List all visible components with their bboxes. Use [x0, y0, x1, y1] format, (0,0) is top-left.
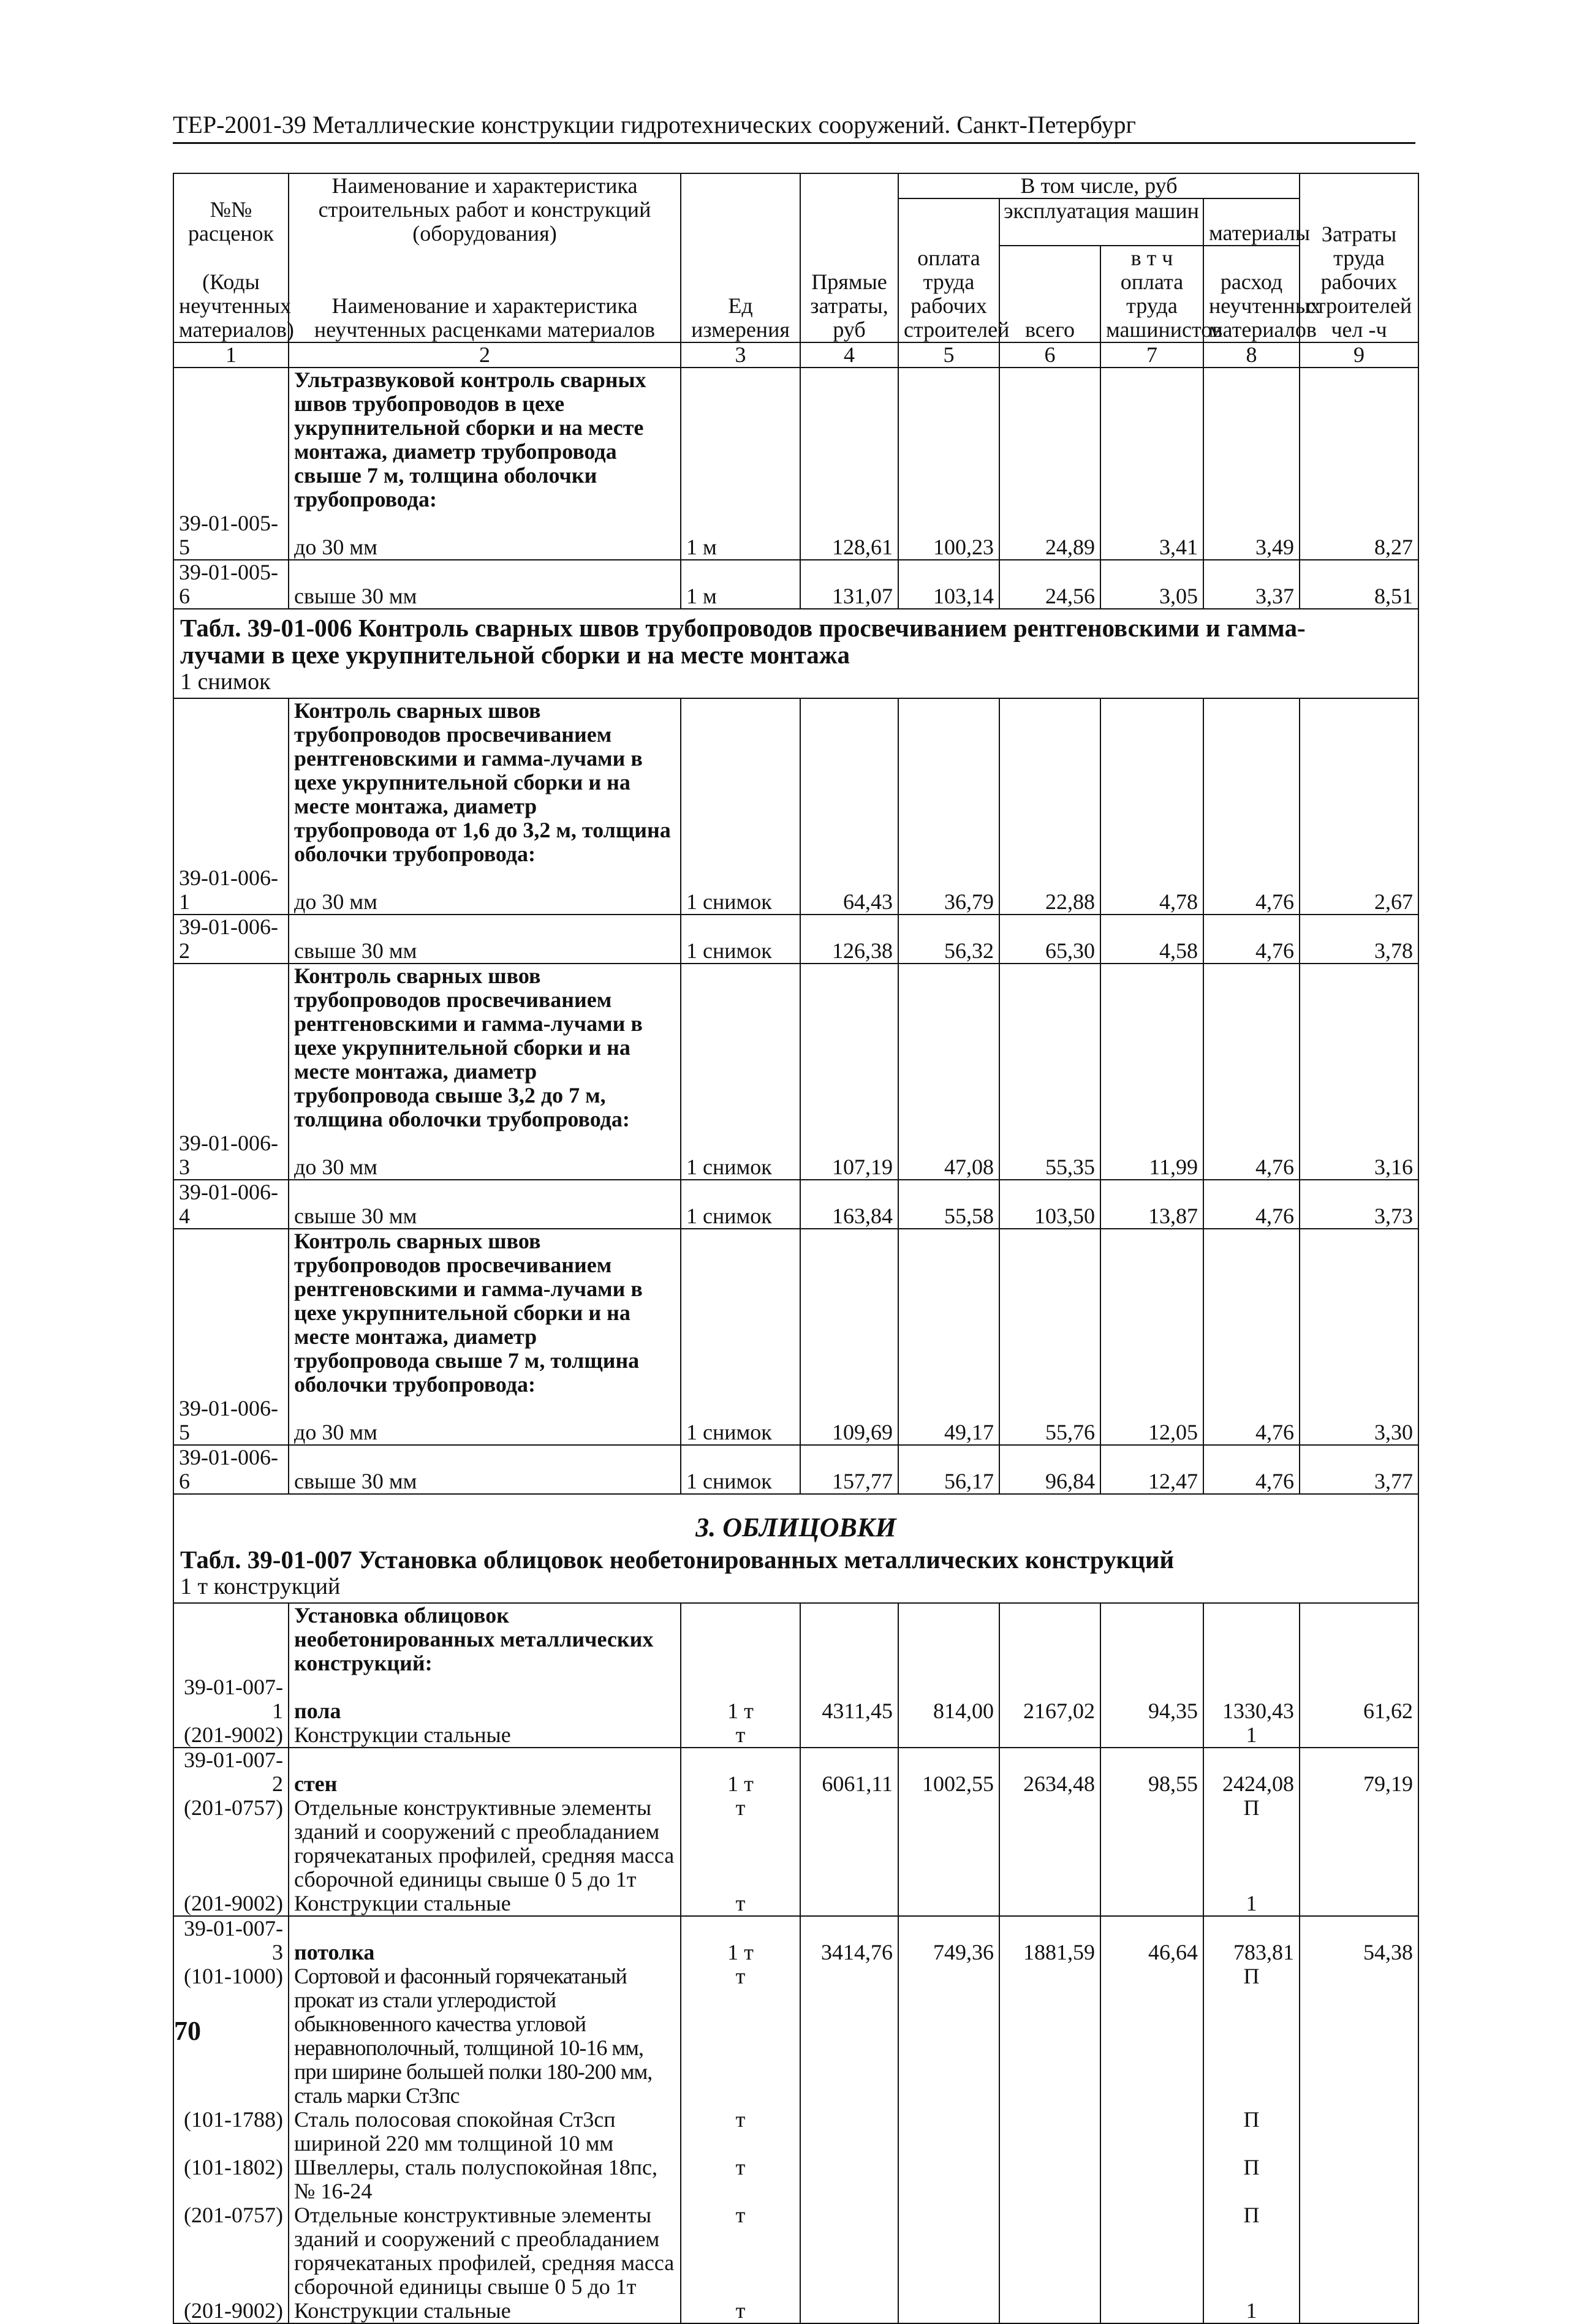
material-name: Отдельные конструктивные элементы зданий и сооружений с преобладанием горячекатаных профилей, средняя масса сборочной единицы свыше 0 5 до 1т: [289, 1796, 681, 1892]
material-name: Отдельные конструктивные элементы зданий и сооружений с преобладанием горячекатаных профилей, средняя масса сборочной единицы свыше 0 5 до 1т: [289, 2203, 681, 2299]
page-number: 70: [174, 2016, 201, 2046]
material-qty: 1: [1203, 1723, 1300, 1748]
material-qty: П: [1203, 2203, 1300, 2299]
rate-wage: 56,32: [898, 915, 999, 964]
header-code-extra: (Коды неучтенных материалов): [173, 246, 289, 342]
rate-mach: 22,88: [999, 866, 1100, 915]
material-unit: т: [681, 2156, 800, 2203]
rate-labor: 3,30: [1300, 1397, 1418, 1445]
group-description-row: [173, 1603, 1418, 1675]
rate-code: 39-01-005-6: [173, 560, 289, 609]
rate-labor: 3,73: [1300, 1180, 1418, 1229]
group-description: Контроль сварных швов трубопроводов просвечиванием рентгеновскими и гамма-лучами в цехе укрупнительной сборки и на месте монтажа, диаметр трубопровода свыше 3,2 до 7 м, толщина оболочки трубопровода:: [289, 964, 681, 1131]
rate-name: свыше 30 мм: [289, 915, 681, 964]
rate-unit: 1 т: [681, 1916, 800, 1964]
material-name: Швеллеры, сталь полуспокойная 18пс, № 16-24: [289, 2156, 681, 2203]
material-qty: П: [1203, 2108, 1300, 2156]
header-machines: эксплуатация машин: [999, 198, 1203, 246]
table-row: [173, 1675, 1418, 1723]
rate-mach-wage: 3,05: [1100, 560, 1203, 609]
rate-code: 39-01-006-6: [173, 1445, 289, 1494]
rate-mat: 2424,08: [1203, 1748, 1300, 1796]
rate-wage: 55,58: [898, 1180, 999, 1229]
table-row: [173, 560, 1418, 609]
table-row: [173, 1748, 1418, 1796]
rate-wage: 749,36: [898, 1916, 999, 1964]
rate-name: свыше 30 мм: [289, 560, 681, 609]
header-code: №№ расценок: [173, 173, 289, 246]
rate-unit: 1 снимок: [681, 915, 800, 964]
material-code: (101-1788): [173, 2108, 289, 2156]
rate-direct: 128,61: [800, 511, 898, 560]
material-row: [173, 1723, 1418, 1748]
rate-direct: 163,84: [800, 1180, 898, 1229]
rate-code: 39-01-007-2: [173, 1748, 289, 1796]
rate-mach: 1881,59: [999, 1916, 1100, 1964]
header-mach-wage: в т ч оплата труда машинистов: [1100, 246, 1203, 342]
rate-wage: 1002,55: [898, 1748, 999, 1796]
rate-unit: 1 снимок: [681, 866, 800, 915]
material-name: Сталь полосовая спокойная Ст3сп шириной 220 мм толщиной 10 мм: [289, 2108, 681, 2156]
table-header-row-1: [173, 173, 1418, 198]
rate-name: стен: [289, 1748, 681, 1796]
rate-unit: 1 м: [681, 511, 800, 560]
rate-labor: 79,19: [1300, 1748, 1418, 1796]
table-unit: 1 т конструкций: [180, 1574, 341, 1599]
group-description: Ультразвуковой контроль сварных швов трубопроводов в цехе укрупнительной сборки и на месте монтажа, диаметр трубопровода свыше 7 м, толщина оболочки трубопровода:: [289, 368, 681, 511]
header-labor: Затраты труда рабочих строителей чел -ч: [1300, 173, 1418, 342]
header-wage: оплата труда рабочих строителей: [898, 198, 999, 342]
group-description: Установка облицовок необетонированных металлических конструкций:: [289, 1603, 681, 1675]
group-description-row: [173, 1229, 1418, 1397]
table-row: [173, 915, 1418, 964]
rate-mach-wage: 98,55: [1100, 1748, 1203, 1796]
material-row: [173, 2156, 1418, 2203]
table-title: Табл. 39-01-006 Контроль сварных швов трубопроводов просвечиванием рентгеновскими и гамма-лучами в цехе укрупнительной сборки и на месте монтажа: [180, 614, 1306, 669]
material-qty: 1: [1203, 2299, 1300, 2323]
rate-direct: 4311,45: [800, 1675, 898, 1723]
rate-direct: 6061,11: [800, 1748, 898, 1796]
rate-wage: 814,00: [898, 1675, 999, 1723]
material-row: [173, 2203, 1418, 2299]
material-code: (101-1000): [173, 1964, 289, 2108]
rate-unit: 1 м: [681, 560, 800, 609]
table-title-row: [173, 609, 1418, 698]
table-row: [173, 511, 1418, 560]
rate-code: 39-01-006-4: [173, 1180, 289, 1229]
header-name-extra: Наименование и характеристика неучтенных расценками материалов: [289, 246, 681, 342]
header-including: В том числе, руб: [898, 173, 1300, 198]
rate-mach-wage: 4,78: [1100, 866, 1203, 915]
material-name: Сортовой и фасонный горячекатаный прокат из стали углеродистой обыкновенного качества угловой неравнополочный, толщиной 10-16 мм, при ширине большей полки 180-200 мм, сталь марки Ст3пс: [289, 1964, 681, 2108]
rate-mat: 4,76: [1203, 1445, 1300, 1494]
rate-mach-wage: 12,05: [1100, 1397, 1203, 1445]
rate-mach-wage: 94,35: [1100, 1675, 1203, 1723]
rate-mat: 4,76: [1203, 1397, 1300, 1445]
material-unit: т: [681, 1723, 800, 1748]
material-qty: П: [1203, 1796, 1300, 1892]
rate-direct: 126,38: [800, 915, 898, 964]
material-row: [173, 1796, 1418, 1892]
rate-direct: 3414,76: [800, 1916, 898, 1964]
rate-mach: 24,56: [999, 560, 1100, 609]
rate-unit: 1 т: [681, 1748, 800, 1796]
header-name: Наименование и характеристика строительных работ и конструкций (оборудования): [289, 173, 681, 246]
rate-labor: 8,51: [1300, 560, 1418, 609]
rate-labor: 3,77: [1300, 1445, 1418, 1494]
material-row: [173, 1964, 1418, 2108]
rate-direct: 107,19: [800, 1131, 898, 1180]
rate-wage: 56,17: [898, 1445, 999, 1494]
header-mat-consumption: расход неучтенных материалов: [1203, 246, 1300, 342]
rate-code: 39-01-006-5: [173, 1397, 289, 1445]
table-row: [173, 1397, 1418, 1445]
rate-direct: 64,43: [800, 866, 898, 915]
rate-unit: 1 снимок: [681, 1397, 800, 1445]
group-description-row: [173, 368, 1418, 511]
column-numbers-row: 1 2 3 4 5 6 7 8 9: [173, 342, 1418, 368]
rate-mat: 4,76: [1203, 1180, 1300, 1229]
rate-mach: 103,50: [999, 1180, 1100, 1229]
rate-wage: 36,79: [898, 866, 999, 915]
rate-mach-wage: 46,64: [1100, 1916, 1203, 1964]
material-row: [173, 2108, 1418, 2156]
table-row: [173, 1916, 1418, 1964]
material-code: (101-1802): [173, 2156, 289, 2203]
page-header: ТЕР-2001-39 Металлические конструкции гидротехнических сооружений. Санкт-Петербург: [173, 110, 1415, 144]
rate-name: пола: [289, 1675, 681, 1723]
material-code: (201-9002): [173, 1723, 289, 1748]
material-code: (201-9002): [173, 2299, 289, 2323]
rate-name: потолка: [289, 1916, 681, 1964]
rate-name: свыше 30 мм: [289, 1445, 681, 1494]
header-unit: Ед измерения: [681, 173, 800, 342]
rate-wage: 103,14: [898, 560, 999, 609]
rate-labor: 61,62: [1300, 1675, 1418, 1723]
rate-mach-wage: 11,99: [1100, 1131, 1203, 1180]
material-unit: т: [681, 1796, 800, 1892]
group-description: Контроль сварных швов трубопроводов просвечиванием рентгеновскими и гамма-лучами в цехе укрупнительной сборки и на месте монтажа, диаметр трубопровода свыше 7 м, толщина оболочки трубопровода:: [289, 1229, 681, 1397]
rate-wage: 47,08: [898, 1131, 999, 1180]
rate-mach: 55,76: [999, 1397, 1100, 1445]
material-code: (201-0757): [173, 1796, 289, 1892]
material-unit: т: [681, 2203, 800, 2299]
table-row: [173, 1180, 1418, 1229]
rate-direct: 109,69: [800, 1397, 898, 1445]
material-code: (201-0757): [173, 2203, 289, 2299]
rate-mat: 4,76: [1203, 866, 1300, 915]
rate-mat: 4,76: [1203, 915, 1300, 964]
rate-labor: 3,16: [1300, 1131, 1418, 1180]
rate-mach-wage: 3,41: [1100, 511, 1203, 560]
rate-code: 39-01-007-3: [173, 1916, 289, 1964]
material-row: [173, 1892, 1418, 1916]
header-materials: материалы: [1203, 198, 1300, 246]
material-unit: т: [681, 1964, 800, 2108]
rate-code: 39-01-006-1: [173, 866, 289, 915]
group-description-row: [173, 964, 1418, 1131]
rate-labor: 3,78: [1300, 915, 1418, 964]
rate-direct: 131,07: [800, 560, 898, 609]
table-title-row: [173, 1494, 1418, 1603]
rate-labor: 2,67: [1300, 866, 1418, 915]
material-name: Конструкции стальные: [289, 2299, 681, 2323]
rate-mat: 783,81: [1203, 1916, 1300, 1964]
rate-wage: 100,23: [898, 511, 999, 560]
table-unit: 1 снимок: [180, 669, 271, 695]
rate-unit: 1 снимок: [681, 1445, 800, 1494]
rate-code: 39-01-005-5: [173, 511, 289, 560]
rate-mat: 3,37: [1203, 560, 1300, 609]
rate-mat: 1330,43: [1203, 1675, 1300, 1723]
material-row: [173, 2299, 1418, 2323]
rate-labor: 8,27: [1300, 511, 1418, 560]
rate-name: до 30 мм: [289, 866, 681, 915]
table-row: [173, 1445, 1418, 1494]
rate-unit: 1 снимок: [681, 1131, 800, 1180]
header-mach-total: всего: [999, 246, 1100, 342]
rate-code: 39-01-006-3: [173, 1131, 289, 1180]
rate-mach: 55,35: [999, 1131, 1100, 1180]
group-description: Контроль сварных швов трубопроводов просвечиванием рентгеновскими и гамма-лучами в цехе укрупнительной сборки и на месте монтажа, диаметр трубопровода от 1,6 до 3,2 м, толщина оболочки трубопровода:: [289, 698, 681, 866]
rate-mat: 3,49: [1203, 511, 1300, 560]
rate-direct: 157,77: [800, 1445, 898, 1494]
material-name: Конструкции стальные: [289, 1892, 681, 1916]
material-unit: т: [681, 2299, 800, 2323]
rate-mach: 65,30: [999, 915, 1100, 964]
group-description-row: [173, 698, 1418, 866]
table-row: [173, 866, 1418, 915]
rate-unit: 1 т: [681, 1675, 800, 1723]
material-code: (201-9002): [173, 1892, 289, 1916]
rates-table: [173, 173, 1419, 2324]
rate-mach-wage: 4,58: [1100, 915, 1203, 964]
material-qty: П: [1203, 1964, 1300, 2108]
rate-labor: 54,38: [1300, 1916, 1418, 1964]
section-title: 3. ОБЛИЦОВКИ: [695, 1512, 896, 1542]
rate-mach-wage: 12,47: [1100, 1445, 1203, 1494]
rate-mat: 4,76: [1203, 1131, 1300, 1180]
rate-code: 39-01-006-2: [173, 915, 289, 964]
material-unit: т: [681, 2108, 800, 2156]
rate-mach-wage: 13,87: [1100, 1180, 1203, 1229]
rate-name: до 30 мм: [289, 511, 681, 560]
table-row: [173, 1131, 1418, 1180]
material-unit: т: [681, 1892, 800, 1916]
rate-name: до 30 мм: [289, 1397, 681, 1445]
material-qty: П: [1203, 2156, 1300, 2203]
material-qty: 1: [1203, 1892, 1300, 1916]
rate-unit: 1 снимок: [681, 1180, 800, 1229]
rate-mach: 2634,48: [999, 1748, 1100, 1796]
rate-mach: 2167,02: [999, 1675, 1100, 1723]
material-name: Конструкции стальные: [289, 1723, 681, 1748]
rate-mach: 24,89: [999, 511, 1100, 560]
rate-name: до 30 мм: [289, 1131, 681, 1180]
rate-mach: 96,84: [999, 1445, 1100, 1494]
table-title: Табл. 39-01-007 Установка облицовок необетонированных металлических конструкций: [180, 1545, 1175, 1574]
rate-wage: 49,17: [898, 1397, 999, 1445]
rate-name: свыше 30 мм: [289, 1180, 681, 1229]
rate-code: 39-01-007-1: [173, 1675, 289, 1723]
header-direct-cost: Прямые затраты, руб: [800, 173, 898, 342]
